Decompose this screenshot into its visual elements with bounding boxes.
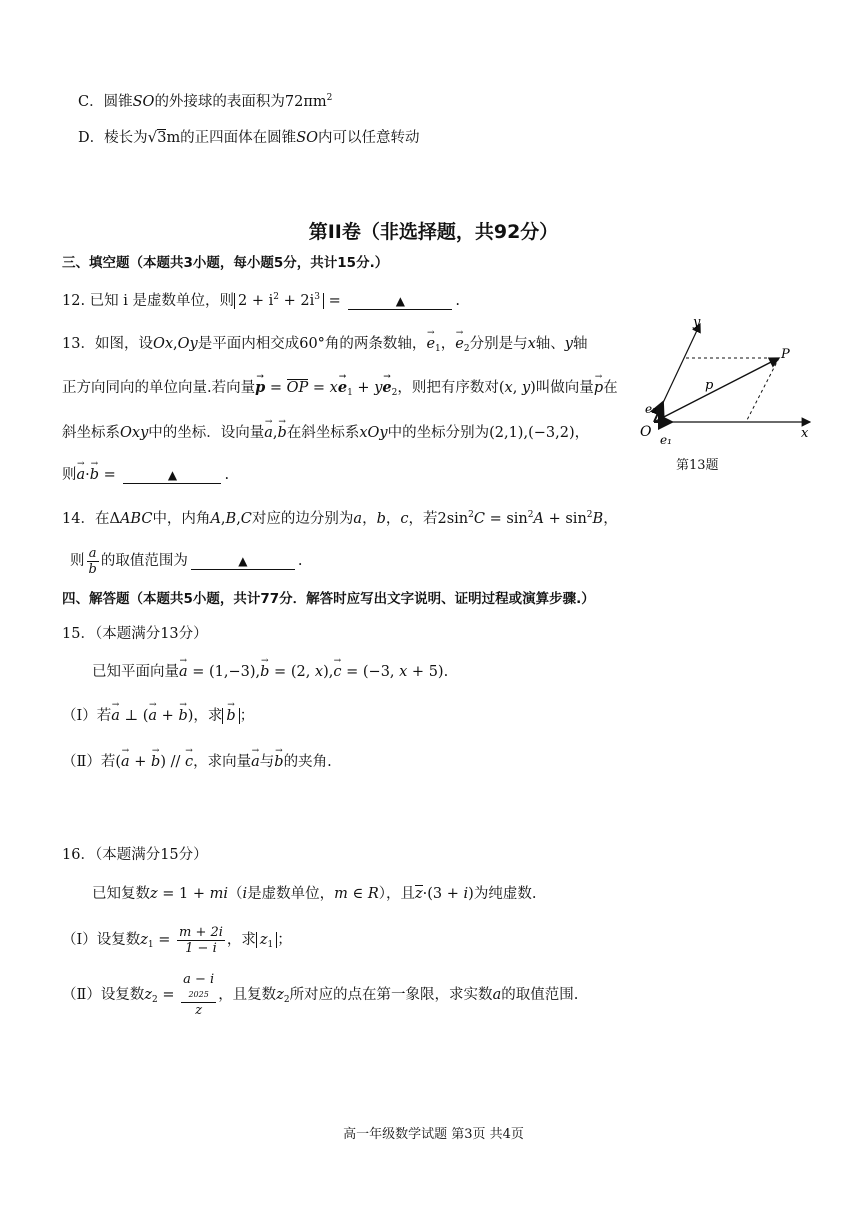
- option-d: D．棱长为√3m的正四面体在圆锥SO内可以任意转动: [78, 128, 420, 146]
- question-13-line-4: 则→ a·→ b = ▲ .: [62, 465, 229, 485]
- question-16-part-1: （Ⅰ）设复数$z_1$ = $\frac{m + 2i}{1 - i}$ ，求 $z_1$ ；: [62, 924, 292, 956]
- solve-heading: 四、解答题（本题共5小题，共计77分．解答时应写出文字说明、证明过程或演算步骤.）: [62, 591, 595, 607]
- answer-blank-13: ▲: [123, 467, 221, 484]
- option-c: [78, 88, 332, 112]
- page-footer: 高一年级数学试题 第3页 共4页: [343, 1127, 524, 1142]
- origin-label: O: [640, 424, 652, 440]
- question-13-line-3: 斜坐标系Oxy中的坐标．设向量→ a,→ b在斜坐标系xOy中的坐标分别为(2,1),(−3,2)，: [62, 423, 589, 443]
- e2-label: e₂: [645, 402, 657, 416]
- vector-p-arrow: [654, 358, 779, 422]
- question-16-header: 16．（本题满分15分）: [62, 847, 208, 863]
- question-15-given: 已知平面向量→ a = (1,−3),→ b = (2, x),→ c = (−3, x + 5).: [92, 662, 448, 682]
- option-c-text: C．圆锥SO的外接球的表面积为$72\pi m^2$: [78, 93, 333, 110]
- point-p-label: P: [781, 347, 790, 362]
- dashed-line-slanted: [746, 358, 779, 422]
- figure-13: [636, 310, 816, 480]
- question-15-part-1: （Ⅰ）若→ a ⊥ (→ a + → b)，求→ b ；: [62, 706, 254, 726]
- question-13-line-1: 13．如图，设Ox,Oy是平面内相交成60°角的两条数轴，→ $e_1$，→ $e_2$分别是与x轴、y轴: [62, 334, 587, 359]
- question-16-part-2: （Ⅱ）设复数$z_2$ = a − i 2025 z ，且复数$z_2$所对应的点在第一象限，求实数a的取值范围.: [62, 972, 579, 1018]
- question-15-header: 15．（本题满分13分）: [62, 626, 208, 642]
- question-15-part-2: （Ⅱ）若(→ a + → b) // → c，求向量→ a与→ b的夹角.: [62, 752, 332, 772]
- answer-blank-14: ▲: [191, 553, 295, 570]
- figure-caption: 第13题: [676, 458, 719, 473]
- answer-blank-12: ▲: [348, 293, 452, 310]
- question-14-line-2: 则 $\frac{a}{b}$ 的取值范围为 ▲ .: [70, 545, 303, 577]
- question-12: 12. 已知 i 是虚数单位，则 $2 + i^2 + 2i^3$ = ▲ .: [62, 292, 460, 309]
- vector-p-label: p: [705, 378, 714, 393]
- section-title: 第II卷（非选择题，共92分）: [308, 221, 559, 243]
- x-label: x: [801, 426, 809, 441]
- fill-in-heading: 三、填空题（本题共3小题，每小题5分，共计15分.）: [62, 255, 389, 271]
- question-13-line-2: 正方向同向的单位向量.若向量→ p = OP = $x\to e_1 + y\to e_2$，则把有序数对(x, y)叫做向量→ p在: [62, 378, 618, 403]
- e1-label: e₁: [660, 433, 672, 447]
- y-label: y: [693, 315, 701, 330]
- question-16-given: 已知复数z = 1 + mi（i是虚数单位，m ∈ R），且z·(3 + i)为纯虚数.: [92, 886, 537, 902]
- question-14-line-1: 14．在ΔABC中，内角A,B,C对应的边分别为a，b，c，若$2\sin^2C = \sin^2A + \sin^2B$，: [62, 510, 618, 527]
